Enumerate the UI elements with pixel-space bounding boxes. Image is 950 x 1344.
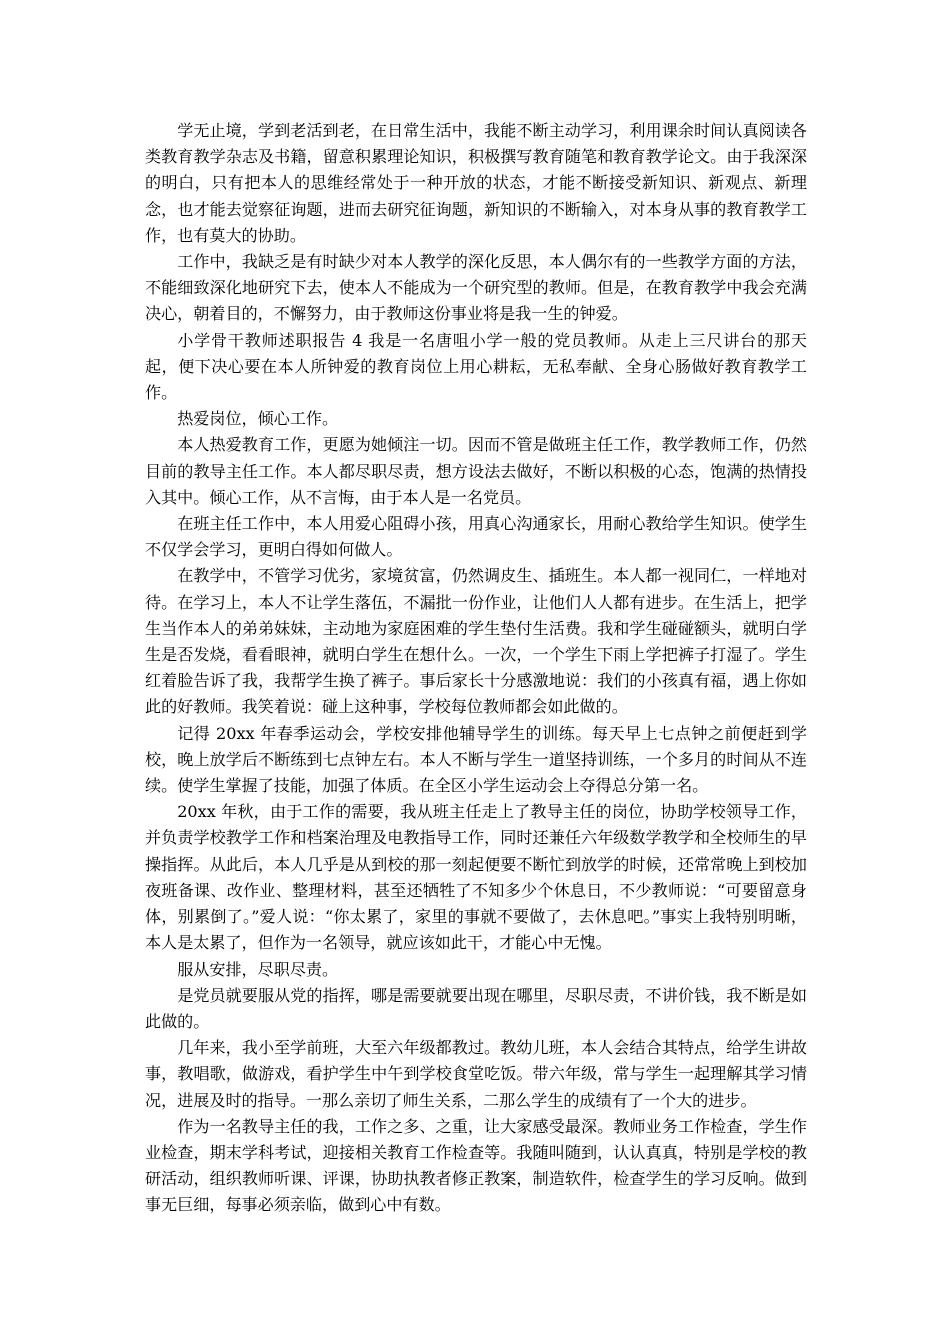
paragraph: 在教学中，不管学习优劣，家境贫富，仍然调皮生、插班生。本人都一视同仁，一样地对待。在学习上，本人不让学生落伍，不漏批一份作业，让他们人人都有进步。在生活上，把学生当作本人的弟弟妹妹，主动地为家庭困难的学生垫付生活费。我和学生碰碰额头，就明白学生是否发烧，看看眼神，就明白学生在想什么。一次，一个学生下雨上学把裤子打湿了。学生红着脸告诉了我，我帮学生换了裤子。事后家长十分感激地说：我们的小孩真有福，遇上你如此的好教师。我笑着说：碰上这种事，学校每位教师都会如此做的。 (145, 566, 807, 717)
paragraph-heading: 服从安排，尽职尽责。 (177, 959, 339, 979)
document-body (145, 118, 807, 1219)
paragraph: 工作中，我缺乏是有时缺少对本人教学的深化反思，本人偶尔有的一些教学方面的方法，不能细致深化地研究下去，使本人不能成为一个研究型的教师。但是，在教育教学中我会充满决心，朝着目的，不懈努力，由于教师这份事业将是我一生的钟爱。 (145, 252, 807, 324)
paragraph: 几年来，我小至学前班，大至六年级都教过。教幼儿班，本人会结合其特点，给学生讲故事，教唱歌，做游戏，看护学生中午到学校食堂吃饭。带六年级，常与学生一起理解其学习情况，进展及时的指导。一那么亲切了师生关系，二那么学生的成绩有了一个大的进步。 (145, 1038, 807, 1110)
paragraph: 本人热爱教育工作，更愿为她倾注一切。因而不管是做班主任工作，教学教师工作，仍然目前的教导主任工作。本人都尽职尽责，想方设法去做好，不断以积极的心态，饱满的热情投入其中。倾心工作，从不言悔，由于本人是一名党员。 (145, 435, 807, 507)
paragraph: 在班主任工作中，本人用爱心阻碍小孩，用真心沟通家长，用耐心教给学生知识。使学生不仅学会学习，更明白得如何做人。 (145, 514, 807, 560)
paragraph-heading: 热爱岗位，倾心工作。 (177, 409, 339, 429)
paragraph: 作为一名教导主任的我，工作之多、之重，让大家感受最深。教师业务工作检查，学生作业检查，期末学科考试，迎接相关教育工作检查等。我随叫随到，认认真真，特别是学校的教研活动，组织教师听课、评课，协助执教者修正教案，制造软件，检查学生的学习反响。做到事无巨细，每事必须亲临，做到心中有数。 (145, 1116, 807, 1215)
paragraph: 学无止境，学到老活到老，在日常生活中，我能不断主动学习，利用课余时间认真阅读各类教育教学杂志及书籍，留意积累理论知识，积极撰写教育随笔和教育教学论文。由于我深深的明白，只有把本人的思维经常处于一种开放的状态，才能不断接受新知识、新观点、新理念，也才能去觉察征询题，进而去研究征询题，新知识的不断输入，对本身从事的教育教学工作，也有莫大的协助。 (145, 121, 807, 245)
paragraph: 记得 20xx 年春季运动会，学校安排他辅导学生的训练。每天早上七点钟之前便赶到学校，晚上放学后不断练到七点钟左右。本人不断与学生一道坚持训练，一个多月的时间从不连续。使学生掌握了技能，加强了体质。在全区小学生运动会上夺得总分第一名。 (145, 723, 807, 796)
paragraph: 小学骨干教师述职报告 4 我是一名唐咀小学一般的党员教师。从走上三尺讲台的那天起，便下决心要在本人所钟爱的教育岗位上用心耕耘，无私奉献、全身心肠做好教育教学工作。 (145, 330, 807, 403)
paragraph: 20xx 年秋，由于工作的需要，我从班主任走上了教导主任的岗位，协助学校领导工作，并负责学校教学工作和档案治理及电教指导工作，同时还兼任六年级数学教学和全校师生的早操指挥。从此后，本人几乎是从到校的那一刻起便要不断忙到放学的时候，还常常晚上到校加夜班备课、改作业、整理材料，甚至还牺牲了不知多少个休息日，不少教师说：“可要留意身体，别累倒了。”爱人说：“你太累了，家里的事就不要做了，去休息吧。”事实上我特别明晰，本人是太累了，但作为一名领导，就应该如此干，才能心中无愧。 (145, 802, 807, 953)
paragraph: 是党员就要服从党的指挥，哪是需要就要出现在哪里，尽职尽责，不讲价钱，我不断是如此做的。 (145, 985, 807, 1031)
